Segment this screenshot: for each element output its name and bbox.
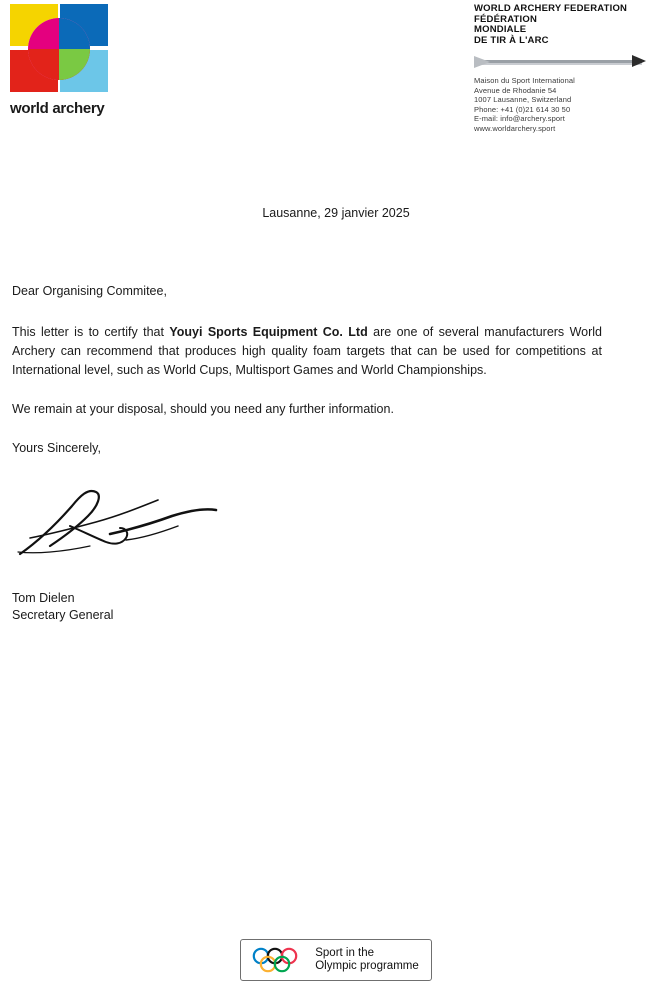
signer-title: Secretary General <box>12 608 114 622</box>
address-line-2: Avenue de Rhodanie 54 <box>474 85 557 95</box>
olympic-text-line-1: Sport in the <box>315 947 375 959</box>
para1-after-bold: are one of several manufacturers World Archery can recommend that produces high quality foam targets that can be used for competitions at International level, such as World Cups, Multisport Games and World Championships. <box>12 325 602 377</box>
olympic-text-line-2: Olympic programme <box>315 960 419 972</box>
logo-circle <box>28 18 90 80</box>
federation-name-fr-line-3: DE TIR À L'ARC <box>474 34 549 46</box>
federation-contact-block <box>474 4 644 133</box>
company-name: Youyi Sports Equipment Co. Ltd <box>169 325 368 339</box>
letter-header <box>0 0 672 150</box>
address-email: E-mail: info@archery.sport <box>474 114 565 123</box>
signature-image <box>10 482 230 567</box>
logo-circle-green-wedge <box>59 49 90 80</box>
olympic-rings-icon <box>251 947 307 973</box>
address-line-1: Maison du Sport International <box>474 76 575 85</box>
para1-before-bold: This letter is to certify that <box>12 325 170 339</box>
salutation: Dear Organising Commitee, <box>12 284 167 298</box>
closing: Yours Sincerely, <box>12 441 101 455</box>
address-line-3: 1007 Lausanne, Switzerland <box>474 95 572 104</box>
arrow-fletching <box>474 56 490 68</box>
address-block <box>474 76 644 133</box>
world-archery-logo <box>10 4 115 124</box>
arrow-point <box>632 55 646 67</box>
federation-name-en: WORLD ARCHERY FEDERATION <box>474 3 628 14</box>
federation-name-fr-line-1: FÉDÉRATION <box>474 13 538 25</box>
federation-name <box>474 4 644 46</box>
letter-body <box>12 282 602 478</box>
logo-circle-blue-wedge <box>59 18 90 49</box>
logo-wordmark: world archery <box>10 100 105 117</box>
world-archery-logo-mark <box>10 4 110 94</box>
arrow-graphic-icon <box>474 51 644 73</box>
olympic-programme-badge <box>240 939 432 981</box>
date-line: Lausanne, 29 janvier 2025 <box>262 206 410 220</box>
signer-name: Tom Dielen <box>12 591 75 605</box>
address-website: www.worldarchery.sport <box>474 123 556 133</box>
arrow-shaft-shadow <box>474 63 642 65</box>
olympic-programme-text <box>315 947 419 973</box>
address-phone: Phone: +41 (0)21 614 30 50 <box>474 104 571 114</box>
paragraph-certification <box>12 323 602 380</box>
letter-footer <box>0 939 672 981</box>
federation-name-fr-line-2: MONDIALE <box>474 24 527 35</box>
paragraph-closing-offer: We remain at your disposal, should you need any further information. <box>12 402 394 416</box>
signer-block <box>12 590 113 624</box>
